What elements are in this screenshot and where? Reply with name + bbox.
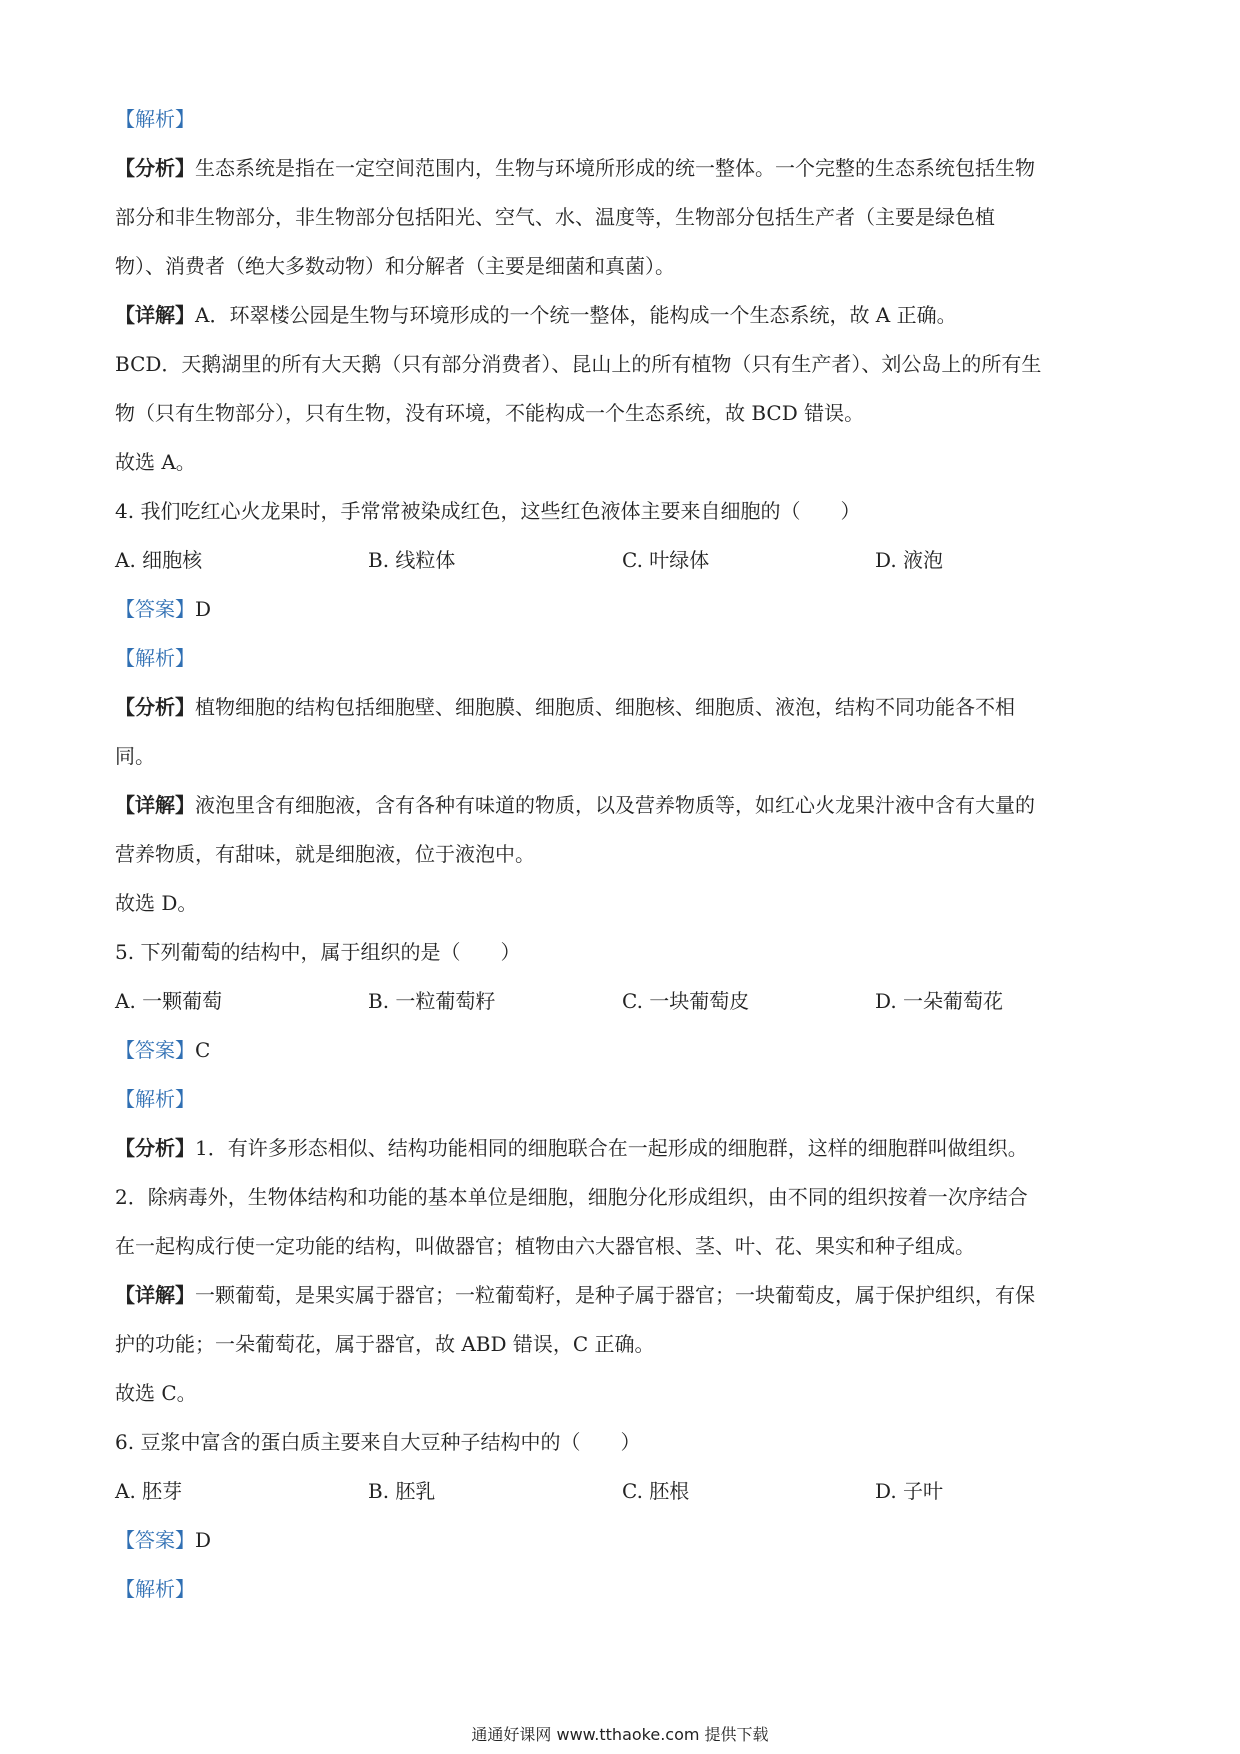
q5-conclusion: 故选 C。 xyxy=(115,1381,197,1405)
q6-option-d: D. 子叶 xyxy=(875,1479,944,1503)
q5-option-b: B. 一粒葡萄籽 xyxy=(368,989,496,1013)
q3-xiangjie-line-3: 物（只有生物部分），只有生物，没有环境，不能构成一个生态系统，故 BCD 错误。 xyxy=(115,401,865,425)
q5-option-c: C. 一块葡萄皮 xyxy=(622,989,750,1013)
xiangjie-tag: 【详解】 xyxy=(115,303,195,327)
q4-stem: 4. 我们吃红心火龙果时，手常常被染成红色，这些红色液体主要来自细胞的（ ） xyxy=(115,499,861,523)
q3-fenxi-line-3: 物）、消费者（绝大多数动物）和分解者（主要是细菌和真菌）。 xyxy=(115,254,675,278)
q6-jiexi-heading xyxy=(115,1565,1125,1614)
q5-answer: 【答案】C xyxy=(115,1038,211,1062)
q6-stem: 6. 豆浆中富含的蛋白质主要来自大豆种子结构中的（ ） xyxy=(115,1430,641,1454)
jiexi-tag: 【解析】 xyxy=(115,1577,195,1601)
q5-option-a: A. 一颗葡萄 xyxy=(115,989,223,1013)
jiexi-tag: 【解析】 xyxy=(115,1087,195,1111)
q4-xiangjie-line-1: 【详解】液泡里含有细胞液，含有各种有味道的物质，以及营养物质等，如红心火龙果汁液中含有大量的 xyxy=(115,793,1035,817)
q4-jiexi-heading xyxy=(115,634,1125,683)
q4-option-a: A. 细胞核 xyxy=(115,548,203,572)
q4-fenxi-line-2: 同。 xyxy=(115,744,155,768)
page-footer: 通通好课网 www.tthaoke.com 提供下载 xyxy=(471,1725,769,1744)
q5-jiexi-heading xyxy=(115,1075,1125,1124)
q3-fenxi-line-2: 部分和非生物部分，非生物部分包括阳光、空气、水、温度等，生物部分包括生产者（主要是绿色植 xyxy=(115,205,995,229)
q4-option-d: D. 液泡 xyxy=(875,548,944,572)
q6-option-c: C. 胚根 xyxy=(622,1479,690,1503)
q5-fenxi-line-3: 在一起构成行使一定功能的结构，叫做器官；植物由六大器官根、茎、叶、花、果实和种子组成。 xyxy=(115,1234,975,1258)
document-body xyxy=(115,95,1125,1614)
q6-answer: 【答案】D xyxy=(115,1528,212,1552)
jiexi-tag: 【解析】 xyxy=(115,107,195,131)
xiangjie-tag: 【详解】 xyxy=(115,793,195,817)
q4-option-c: C. 叶绿体 xyxy=(622,548,710,572)
q3-jiexi-heading xyxy=(115,95,1125,144)
fenxi-tag: 【分析】 xyxy=(115,156,195,180)
q5-stem: 5. 下列葡萄的结构中，属于组织的是（ ） xyxy=(115,940,521,964)
q3-fenxi-line-1: 【分析】生态系统是指在一定空间范围内，生物与环境所形成的统一整体。一个完整的生态系统包括生物 xyxy=(115,156,1035,180)
q6-options xyxy=(115,1467,1125,1516)
q4-conclusion: 故选 D。 xyxy=(115,891,198,915)
q3-conclusion: 故选 A。 xyxy=(115,450,196,474)
q4-options xyxy=(115,536,1125,585)
q6-option-a: A. 胚芽 xyxy=(115,1479,183,1503)
q4-fenxi-line-1: 【分析】植物细胞的结构包括细胞壁、细胞膜、细胞质、细胞核、细胞质、液泡，结构不同功能各不相 xyxy=(115,695,1015,719)
q5-option-d: D. 一朵葡萄花 xyxy=(875,989,1004,1013)
q4-answer: 【答案】D xyxy=(115,597,212,621)
q5-fenxi-line-2: 2．除病毒外，生物体结构和功能的基本单位是细胞，细胞分化形成组织，由不同的组织按着一次序结合 xyxy=(115,1185,1028,1209)
q5-fenxi-line-1: 【分析】1．有许多形态相似、结构功能相同的细胞联合在一起形成的细胞群，这样的细胞群叫做组织。 xyxy=(115,1136,1028,1160)
daan-tag: 【答案】 xyxy=(115,1038,195,1062)
q5-xiangjie-line-2: 护的功能；一朵葡萄花，属于器官，故 ABD 错误，C 正确。 xyxy=(115,1332,655,1356)
q5-options xyxy=(115,977,1125,1026)
q4-xiangjie-line-2: 营养物质，有甜味，就是细胞液，位于液泡中。 xyxy=(115,842,535,866)
fenxi-tag: 【分析】 xyxy=(115,695,195,719)
daan-tag: 【答案】 xyxy=(115,597,195,621)
jiexi-tag: 【解析】 xyxy=(115,646,195,670)
q3-xiangjie-line-2: BCD．天鹅湖里的所有大天鹅（只有部分消费者）、昆山上的所有植物（只有生产者）、刘公岛上的所有生 xyxy=(115,352,1042,376)
q5-xiangjie-line-1: 【详解】一颗葡萄，是果实属于器官；一粒葡萄籽，是种子属于器官；一块葡萄皮，属于保护组织，有保 xyxy=(115,1283,1035,1307)
q3-xiangjie-line-1: 【详解】A．环翠楼公园是生物与环境形成的一个统一整体，能构成一个生态系统，故 A 正确。 xyxy=(115,303,957,327)
daan-tag: 【答案】 xyxy=(115,1528,195,1552)
xiangjie-tag: 【详解】 xyxy=(115,1283,195,1307)
q6-option-b: B. 胚乳 xyxy=(368,1479,436,1503)
fenxi-tag: 【分析】 xyxy=(115,1136,195,1160)
q4-option-b: B. 线粒体 xyxy=(368,548,456,572)
